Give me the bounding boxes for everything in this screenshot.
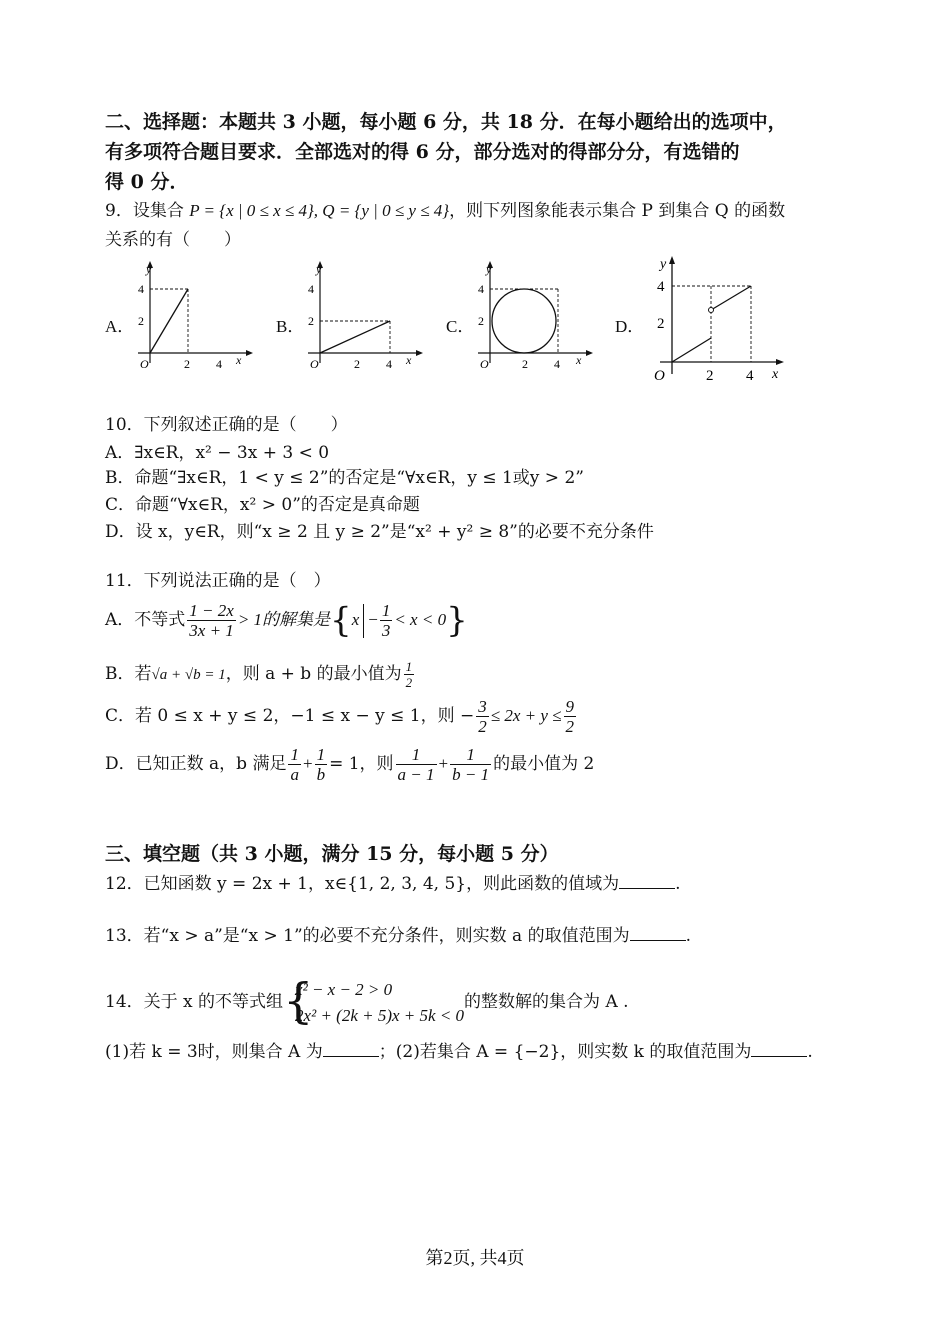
q11-d-eq: = 1，则 [329, 754, 394, 774]
section2-header-line1: 二、选择题：本题共 3 小题，每小题 6 分，共 18 分．在每小题给出的选项中， [105, 111, 787, 133]
graph-d-segment-2 [711, 286, 751, 310]
q9-graph-b [298, 258, 423, 373]
q10-stem [105, 414, 348, 436]
q9-number: 9． [105, 201, 133, 221]
graph-a-tick-2x: 2 [184, 357, 190, 371]
q14-part1: (1)若 k = 3时，则集合 A 为 [105, 1042, 323, 1062]
q11-d-f4d: b − 1 [452, 765, 490, 784]
graph-b-tick-4x: 4 [386, 357, 392, 371]
q13-number: 13． [105, 926, 144, 946]
q11-d-frac1 [288, 745, 301, 784]
graph-d-open-point [709, 308, 714, 313]
graph-a-origin: O [140, 357, 149, 371]
q9-option-c-label: C． [446, 317, 475, 336]
q11-d-f1n: 1 [290, 745, 299, 764]
graph-b-tick-2x: 2 [354, 357, 360, 371]
q9-graph-c [468, 258, 593, 373]
q12-answer-blank[interactable] [619, 874, 675, 889]
q14-parts [105, 1041, 813, 1063]
q10-stem-text: 下列叙述正确的是（ ） [143, 415, 348, 435]
q14-answer-blank-2[interactable] [751, 1042, 807, 1057]
graph-b-tick-2y: 2 [308, 314, 314, 328]
q13-answer-blank[interactable] [630, 926, 686, 941]
graph-d-x-label: x [772, 367, 779, 382]
q11-c-frac2 [564, 697, 577, 736]
section2-header-line3: 得 0 分． [105, 171, 189, 193]
q9-graph-d [648, 252, 788, 387]
q11-c-d1: 2 [478, 717, 487, 736]
q11-stem [105, 570, 331, 592]
graph-a-tick-4: 4 [138, 282, 144, 296]
q11-b-fraction [404, 659, 415, 690]
q11-a-set-bar [363, 604, 364, 638]
q9-stem-cont: 关系的有（ ） [105, 230, 241, 250]
graph-c-x-label: x [576, 353, 582, 367]
q11-b-den: 2 [405, 675, 413, 690]
q11-c-n2: 9 [565, 697, 574, 716]
q11-b-expr: √a + √b = 1 [151, 667, 226, 683]
q10-option-d: D．设 x，y∈R，则“x ≥ 2 且 y ≥ 2”是“x² + y² ≥ 8”的必要不充分条件 [105, 522, 654, 542]
q11-d-frac4 [450, 745, 491, 784]
graph-a-line [150, 289, 188, 353]
q11-c-frac1 [476, 697, 489, 736]
graph-b-x-label: x [406, 353, 412, 367]
q11-a-numerator: 1 − 2x [189, 601, 234, 620]
q10-option-b: B．命题“∃x∈R，1 < y ≤ 2”的否定是“∀x∈R，y ≤ 1或y > 2” [105, 468, 584, 488]
q9-option-d-label: D． [615, 317, 645, 336]
graph-a-y-label: y [146, 262, 152, 276]
q11-d-f3d: a − 1 [397, 765, 435, 784]
q10-option-c: C．命题“∀x∈R，x² > 0”的否定是真命题 [105, 495, 420, 515]
q14-number: 14． [105, 992, 144, 1012]
graph-d-tick-2x: 2 [706, 368, 714, 384]
q11-a-set-fraction [380, 601, 393, 640]
graph-a-x-arrow [246, 350, 253, 356]
q14-post: 的整数解的集合为 A . [464, 992, 629, 1012]
q11-d-plus1: + [302, 754, 313, 773]
graph-d-tick-2y: 2 [657, 316, 665, 332]
graph-b-origin: O [310, 357, 319, 371]
graph-c-y-label: y [486, 262, 492, 276]
q11-d-frac2 [315, 745, 328, 784]
q11-b-num: 1 [405, 659, 413, 674]
graph-d-y-label: y [660, 257, 667, 272]
q11-a-fraction [187, 601, 236, 640]
q11-d-prefix: D．已知正数 a，b 满足 [105, 754, 287, 774]
q9-option-a-label: A． [105, 317, 135, 336]
q11-d-plus2: + [438, 754, 449, 773]
q9-stem [105, 200, 785, 222]
q9-option-b-label: B． [276, 317, 305, 336]
q11-c-n1: 3 [478, 697, 487, 716]
q11-b-mid: ，则 a + b 的最小值为 [225, 664, 402, 684]
q11-d-f4n: 1 [450, 745, 491, 765]
q14-system-brace: { [283, 972, 314, 1029]
q11-option-a [105, 598, 468, 642]
graph-b-tick-4: 4 [308, 282, 314, 296]
section2-header-line2: 有多项符合题目要求．全部选对的得 6 分，部分选对的得部分分，有选错的 [105, 141, 740, 163]
q11-c-d2: 2 [565, 717, 574, 736]
q10-option-a: A．∃x∈R，x² − 3x + 3 < 0 [105, 443, 330, 463]
section3-header: 三、填空题（共 3 小题，满分 15 分，每小题 5 分） [105, 843, 559, 865]
q11-d-end: 的最小值为 2 [493, 754, 595, 774]
graph-d-tick-4: 4 [657, 279, 665, 295]
q11-c-prefix: C．若 0 ≤ x + y ≤ 2，−1 ≤ x − y ≤ 1，则 − [105, 706, 475, 726]
q12-number: 12． [105, 874, 144, 894]
q14-answer-blank-1[interactable] [323, 1042, 379, 1057]
graph-d-origin: O [654, 368, 665, 384]
graph-c-tick-2x: 2 [522, 357, 528, 371]
graph-a-x-label: x [236, 353, 242, 367]
q11-d-f2n: 1 [316, 745, 326, 764]
q11-a-mid: > 1的解集是 [237, 610, 331, 629]
q14-stem [105, 974, 629, 1030]
q11-a-prefix: A．不等式 [105, 610, 186, 630]
q11-d-f3n: 1 [396, 745, 437, 765]
q12-text: 已知函数 y = 2x + 1，x∈{1, 2, 3, 4, 5}，则此函数的值域为 [143, 874, 620, 894]
q11-a-set-range: < x < 0 [394, 610, 447, 629]
q11-option-d [105, 742, 594, 786]
q9-graph-a [128, 258, 253, 373]
q11-a-denominator: 3x + 1 [189, 621, 234, 640]
q11-option-c [105, 694, 578, 738]
q13 [105, 925, 691, 947]
q14-pre: 关于 x 的不等式组 [143, 992, 284, 1012]
q11-option-b [105, 656, 416, 693]
graph-d-tick-4x: 4 [746, 368, 754, 384]
q11-a-left-brace: { [330, 600, 352, 641]
q14-part2: ；(2)若集合 A = {−2}，则实数 k 的取值范围为 [378, 1042, 752, 1062]
graph-d-segment-1 [672, 338, 711, 362]
graph-c-tick-4: 4 [478, 282, 484, 296]
q11-number: 11． [105, 571, 144, 591]
q9-text-b: ，则下列图象能表示集合 P 到集合 Q 的函数 [449, 201, 786, 221]
q13-text: 若“x > a”是“x > 1”的必要不充分条件，则实数 a 的取值范围为 [143, 926, 630, 946]
q11-d-f1d: a [290, 765, 299, 784]
q11-a-set-var: x [351, 610, 360, 629]
graph-a-tick-2y: 2 [138, 314, 144, 328]
q9-sets: P = {x | 0 ≤ x ≤ 4}, Q = {y | 0 ≤ y ≤ 4} [189, 201, 450, 220]
q11-d-frac3 [396, 745, 437, 784]
q11-a-set-neg: − [368, 610, 378, 629]
q12-end: . [675, 874, 681, 894]
graph-c-origin: O [480, 357, 489, 371]
q14-inequality-system [283, 972, 465, 1029]
q11-a-right-brace: } [446, 600, 468, 641]
q11-a-set-num: 1 [381, 601, 391, 620]
q14-inequality-1: x² − x − 2 > 0 [295, 979, 393, 999]
graph-c-tick-4x: 4 [554, 357, 560, 371]
graph-b-line [320, 321, 390, 353]
q11-b-prefix: B．若 [105, 664, 152, 684]
q11-a-set-den: 3 [381, 621, 391, 640]
graph-a-tick-4x: 4 [216, 357, 222, 371]
q11-d-f2d: b [316, 765, 326, 784]
q13-end: . [685, 926, 691, 946]
graph-c-circle [492, 289, 556, 353]
q9-text-a: 设集合 [132, 201, 184, 221]
graph-b-y-label: y [316, 262, 322, 276]
q11-stem-text: 下列说法正确的是（ ） [143, 571, 331, 591]
q14-end: . [807, 1042, 813, 1062]
q11-c-mid: ≤ 2x + y ≤ [490, 706, 562, 725]
page-footer: 第2页, 共4页 [425, 1248, 525, 1268]
graph-c-tick-2y: 2 [478, 314, 484, 328]
q10-number: 10． [105, 415, 144, 435]
q12 [105, 873, 681, 895]
q14-inequality-2: 2x² + (2k + 5)x + 5k < 0 [295, 1005, 465, 1025]
